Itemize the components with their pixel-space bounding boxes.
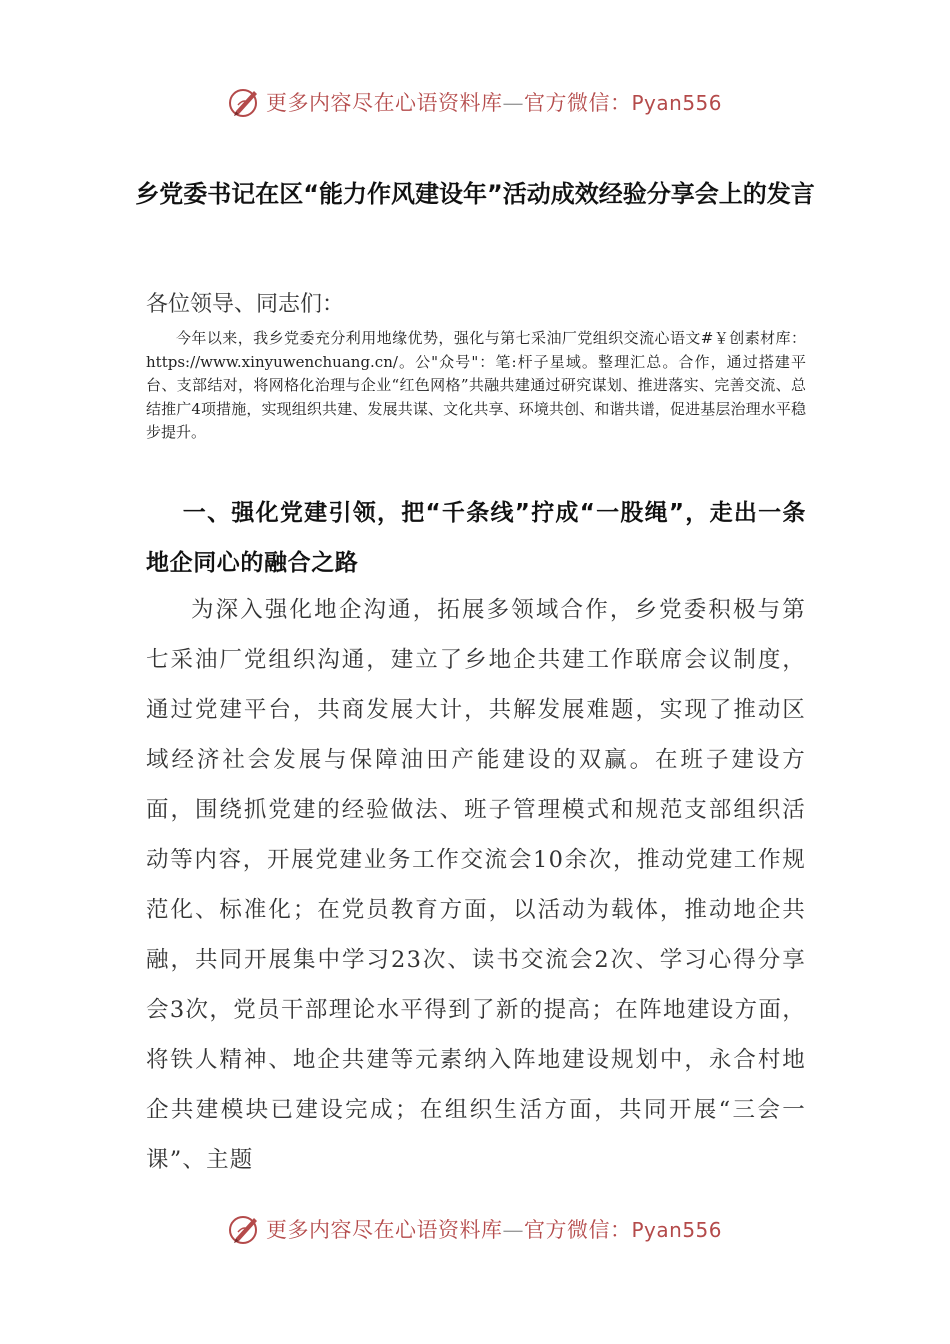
footer-banner-text bbox=[266, 1214, 722, 1244]
intro-paragraph: 今年以来，我乡党委充分利用地缘优势，强化与第七采油厂党组织交流心语文#￥创素材库：https://www.xinyuwenchuang.cn/。公"众号"：笔:杆子星域。整理汇总。合作，通过搭建平台、支部结对，将网格化治理与企业“红色网格”共融共建通过研究谋划、推进落实、完善交流、总结推广4项措施，实现组织共建、发展共谋、文化共享、环境共创、和谐共谱，促进基层治理水平稳步提升。 bbox=[146, 329, 806, 442]
footer-banner bbox=[0, 1209, 950, 1249]
salutation: 各位领导、同志们： bbox=[146, 292, 345, 317]
footer-banner-main: 更多内容尽在心语资料库 bbox=[265, 1218, 503, 1242]
footer-banner-dash: — bbox=[502, 1218, 524, 1242]
header-banner bbox=[0, 82, 950, 122]
header-banner-main: 更多内容尽在心语资料库 bbox=[265, 91, 503, 115]
section-1-body: 为深入强化地企沟通，拓展多领域合作，乡党委积极与第七采油厂党组织沟通，建立了乡地企共建工作联席会议制度，通过党建平台，共商发展大计，共解发展难题，实现了推动区域经济社会发展与保障油田产能建设的双赢。在班子建设方面，围绕抓党建的经验做法、班子管理模式和规范支部组织活动等内容，开展党建业务工作交流会10余次，推动党建工作规范化、标准化；在党员教育方面，以活动为载体，推动地企共融，共同开展集中学习23次、读书交流会2次、学习心得分享会3次，党员干部理论水平得到了新的提高；在阵地建设方面，将铁人精神、地企共建等元素纳入阵地建设规划中，永合村地企共建模块已建设完成；在组织生活方面，共同开展“三会一课”、主题 bbox=[146, 597, 806, 1173]
header-banner-contact-id: Pyan556 bbox=[631, 91, 722, 115]
header-banner-text bbox=[266, 87, 722, 117]
header-banner-contact-label: 官方微信： bbox=[523, 91, 632, 115]
footer-banner-contact-id: Pyan556 bbox=[631, 1218, 722, 1242]
pen-logo-icon bbox=[228, 85, 262, 119]
pen-logo-icon bbox=[228, 1212, 262, 1246]
header-banner-dash: — bbox=[502, 91, 524, 115]
footer-banner-contact-label: 官方微信： bbox=[523, 1218, 632, 1242]
section-1-heading: 一、强化党建引领，把“千条线”拧成“一股绳”，走出一条地企同心的融合之路 bbox=[146, 500, 806, 576]
document-title: 乡党委书记在区“能力作风建设年”活动成效经验分享会上的发言 bbox=[135, 180, 815, 208]
